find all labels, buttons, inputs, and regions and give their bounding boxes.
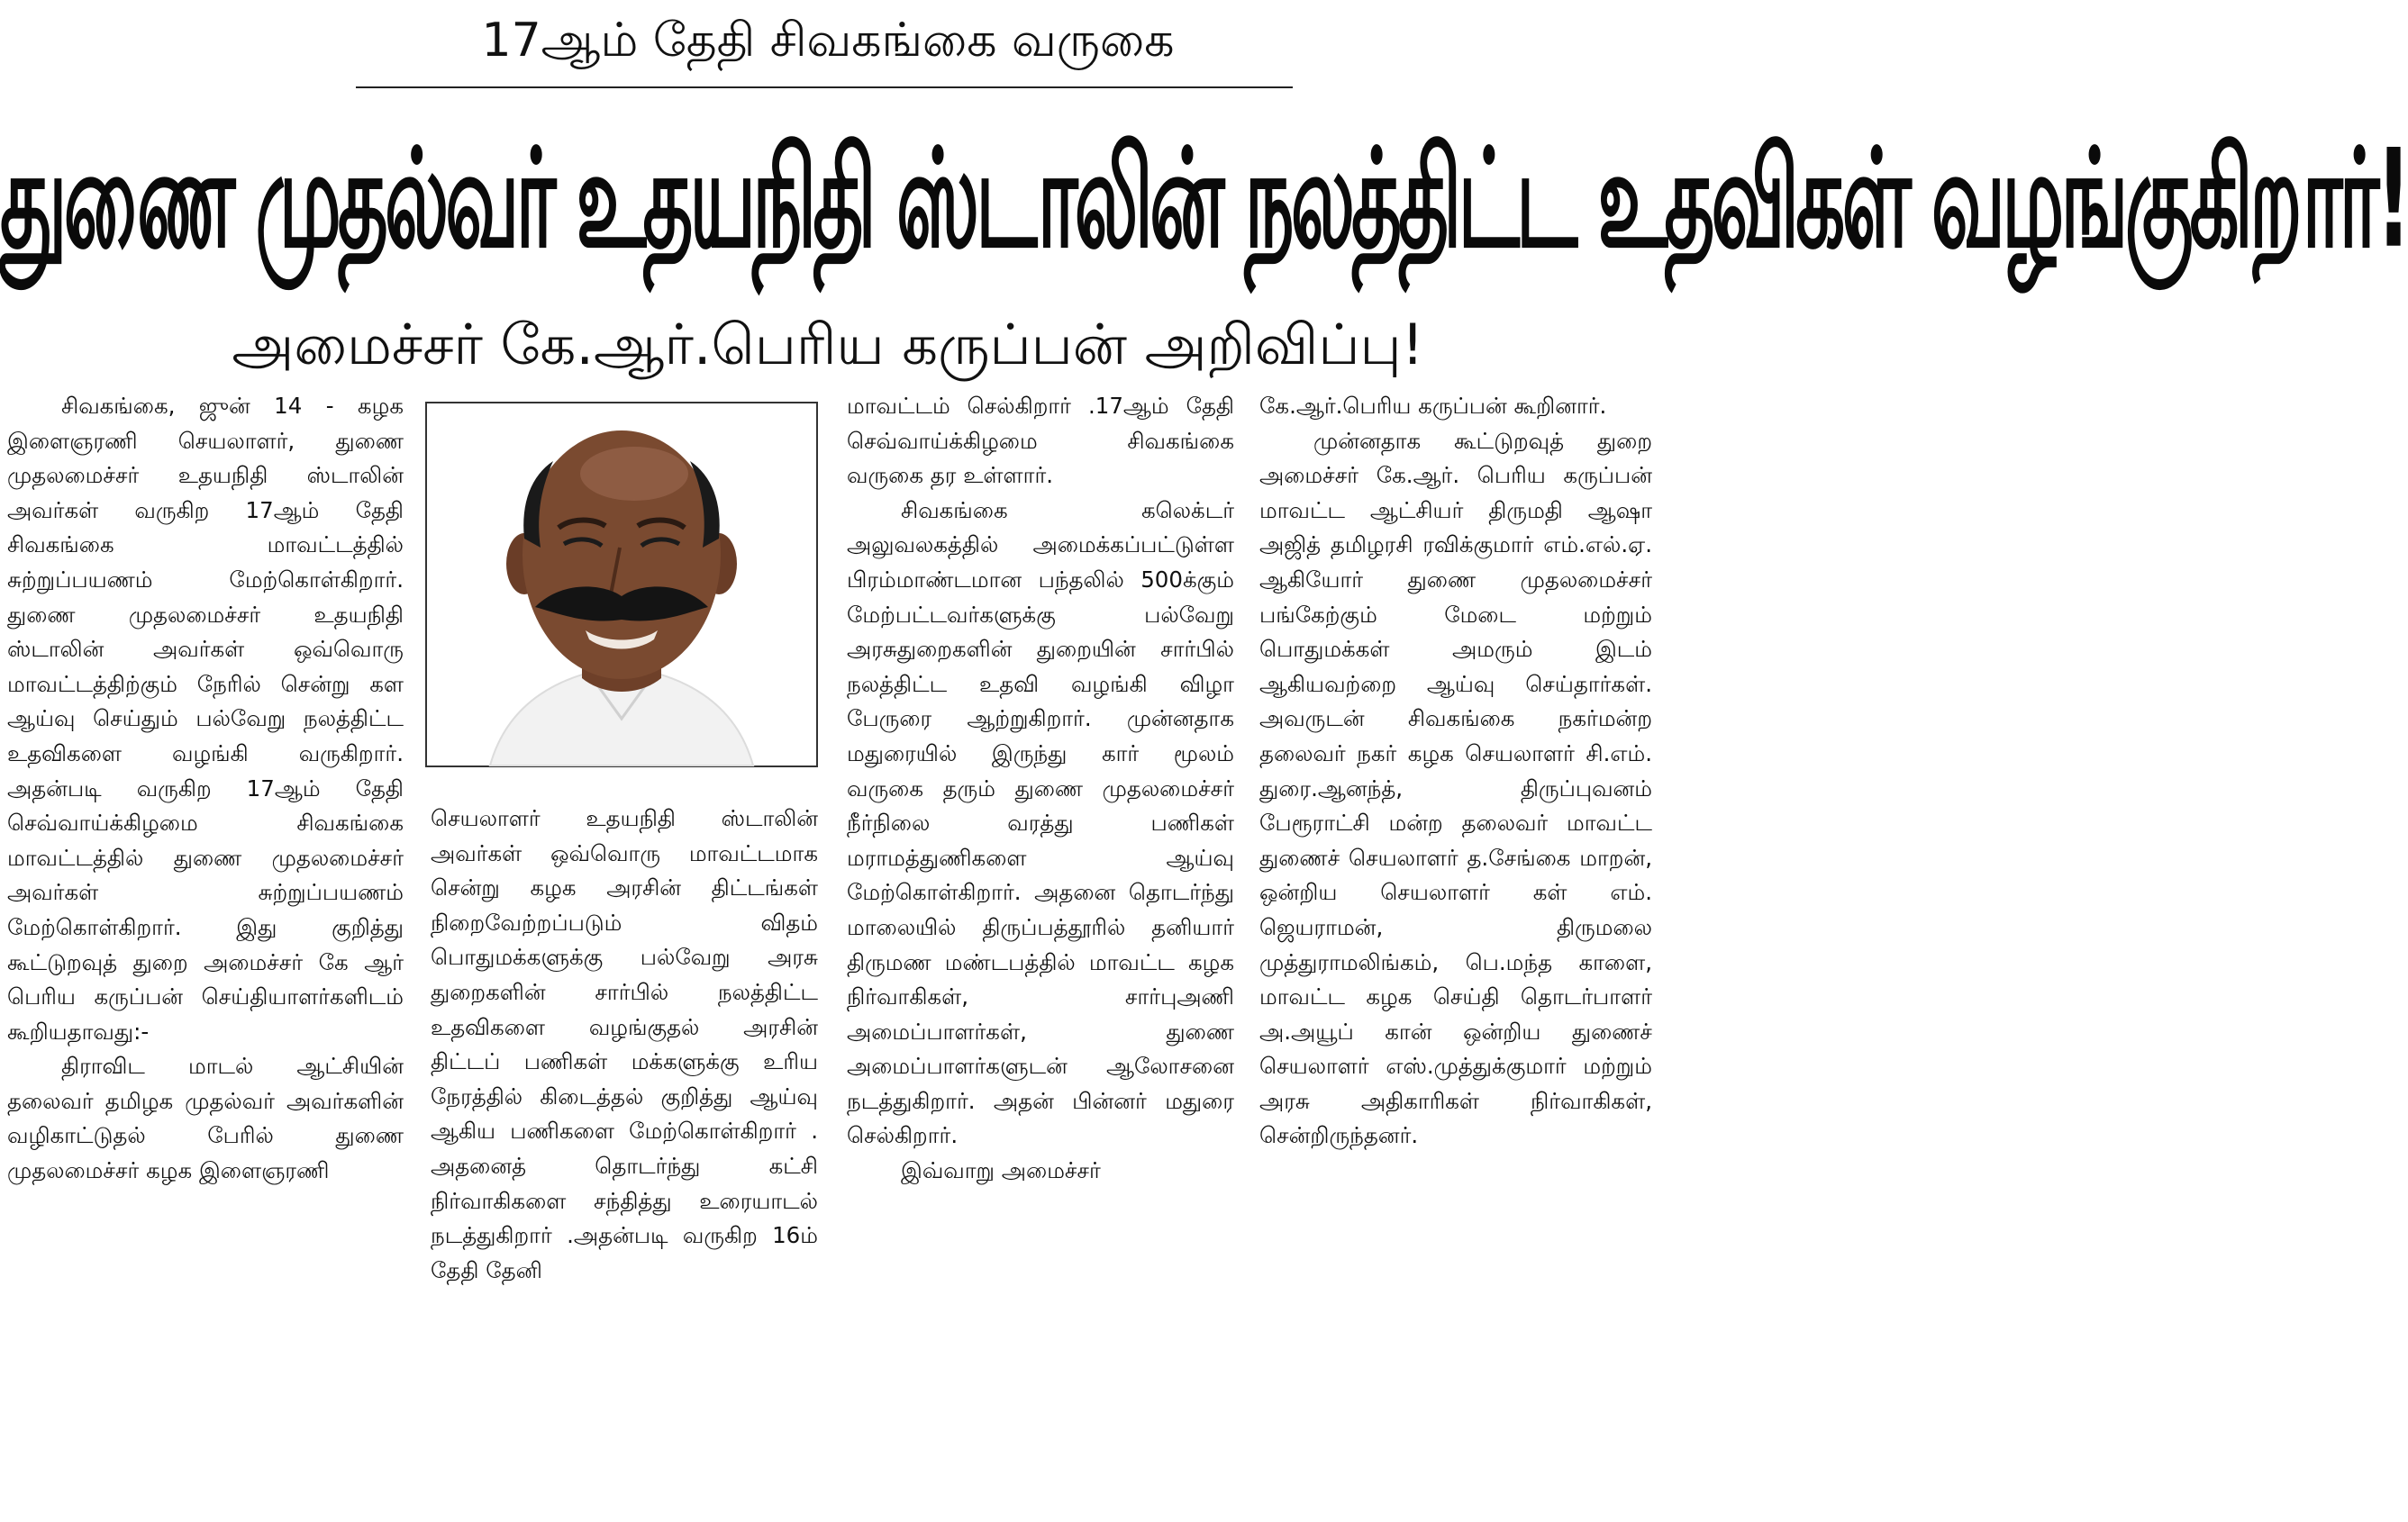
column-2-paragraph: செயலாளர் உதயநிதி ஸ்டாலின் அவர்கள் ஒவ்வொரு மாவட்டமாக சென்று கழக அரசின் திட்டங்கள் நிறைவேற்றப்படும் விதம் பொதுமக்களுக்கு பல்வேறு அரசு துறைகளின் சார்பில் நலத்திட்ட உதவிகளை வழங்குதல் அரசின் திட்டப் பணிகள் மக்களுக்கு உரிய நேரத்தில் கிடைத்தல் குறித்து ஆய்வு ஆகிய பணிகளை மேற்கொள்கிறார் . அதனைத் தொடர்ந்து கட்சி நிர்வாகிகளை சந்தித்து உரையாடல் நடத்துகிறார் .அதன்படி வருகிற 16ம் தேதி தேனி xyxy=(431,805,818,1283)
column-4 xyxy=(1259,389,1652,1154)
column-1-paragraph: திராவிட மாடல் ஆட்சியின் தலைவர் தமிழக முதல்வர் அவர்களின் வழிகாட்டுதல் பேரில் துணை முதலமைச்சர் கழக இளைஞரணி xyxy=(7,1053,404,1184)
column-3-paragraph: மாவட்டம் செல்கிறார் .17ஆம் தேதி செவ்வாய்க்கிழமை சிவகங்கை வருகை தர உள்ளார். xyxy=(847,393,1234,489)
kicker-line: 17ஆம் தேதி சிவகங்கை வருகை xyxy=(481,14,1175,68)
column-4-paragraph: கே.ஆர்.பெரிய கருப்பன் கூறினார். xyxy=(1259,393,1607,419)
column-1 xyxy=(7,389,404,1189)
headline: துணை முதல்வர் உதயநிதி ஸ்டாலின் நலத்திட்ட உதவிகள் வழங்குகிறார்! xyxy=(0,121,2408,279)
portrait-photo xyxy=(425,402,818,767)
column-4-paragraph: முன்னதாக கூட்டுறவுத் துறை அமைச்சர் கே.ஆர். பெரிய கருப்பன் மாவட்ட ஆட்சியர் திருமதி ஆஷா அஜித் தமிழரசி ரவிக்குமார் எம்.எல்.ஏ. ஆகியோர் துணை முதலமைச்சர் பங்கேற்கும் மேடை மற்றும் பொதுமக்கள் அமரும் இடம் ஆகியவற்றை ஆய்வு செய்தார்கள். அவருடன் சிவகங்கை நகர்மன்ற தலைவர் நகர் கழக செயலாளர் சி.எம். துரை.ஆனந்த், திருப்புவனம் பேரூராட்சி மன்ற தலைவர் மாவட்ட துணைச் செயலாளர் த.சேங்கை மாறன், ஒன்றிய செயலாளர் கள் எம். ஜெயராமன், திருமலை முத்துராமலிங்கம், பெ.மந்த காளை, மாவட்ட கழக செய்தி தொடர்பாளர் அ.அயூப் கான் ஒன்றிய துணைச் செயலாளர் எஸ்.முத்துக்குமார் மற்றும் அரசு அதிகாரிகள் நிர்வாகிகள், சென்றிருந்தனர். xyxy=(1259,427,1652,1149)
portrait-photo-icon xyxy=(427,403,816,766)
column-2 xyxy=(431,802,818,1288)
column-3-paragraph: சிவகங்கை கலெக்டர் அலுவலகத்தில் அமைக்கப்பட்டுள்ள பிரம்மாண்டமான பந்தலில் 500க்கும் மேற்பட்டவர்களுக்கு பல்வேறு அரசுதுறைகளின் துறையின் சார்பில் நலத்திட்ட உதவி வழங்கி விழா பேருரை ஆற்றுகிறார். முன்னதாக மதுரையில் இருந்து கார் மூலம் வருகை தரும் துணை முதலமைச்சர் நீர்நிலை வரத்து பணிகள் மராமத்துணிகளை ஆய்வு மேற்கொள்கிறார். அதனை தொடர்ந்து மாலையில் திருப்பத்தூரில் தனியார் திருமண மண்டபத்தில் மாவட்ட கழக நிர்வாகிகள், சார்புஅணி அமைப்பாளர்கள், துணை அமைப்பாளர்களுடன் ஆலோசனை நடத்துகிறார். அதன் பின்னர் மதுரை செல்கிறார். xyxy=(847,496,1234,1149)
column-3-paragraph: இவ்வாறு அமைச்சர் xyxy=(901,1157,1101,1184)
deck-subheadline: அமைச்சர் கே.ஆர்.பெரிய கருப்பன் அறிவிப்பு! xyxy=(232,312,1424,377)
column-1-paragraph: சிவகங்கை, ஜுன் 14 - கழக இளைஞரணி செயலாளர், துணை முதலமைச்சர் உதயநிதி ஸ்டாலின் அவர்கள் வருகிற 17ஆம் தேதி சிவகங்கை மாவட்டத்தில் சுற்றுப்பயணம் மேற்கொள்கிறார். துணை முதலமைச்சர் உதயநிதி ஸ்டாலின் அவர்கள் ஒவ்வொரு மாவட்டத்திற்கும் நேரில் சென்று கள ஆய்வு செய்தும் பல்வேறு நலத்திட்ட உதவிகளை வழங்கி வருகிறார். அதன்படி வருகிற 17ஆம் தேதி செவ்வாய்க்கிழமை சிவகங்கை மாவட்டத்தில் துணை முதலமைச்சர் அவர்கள் சுற்றுப்பயணம் மேற்கொள்கிறார். இது குறித்து கூட்டுறவுத் துறை அமைச்சர் கே ஆர் பெரிய கருப்பன் செய்தியாளர்களிடம் கூறியதாவது:- xyxy=(7,393,404,1045)
column-3 xyxy=(847,389,1234,1189)
